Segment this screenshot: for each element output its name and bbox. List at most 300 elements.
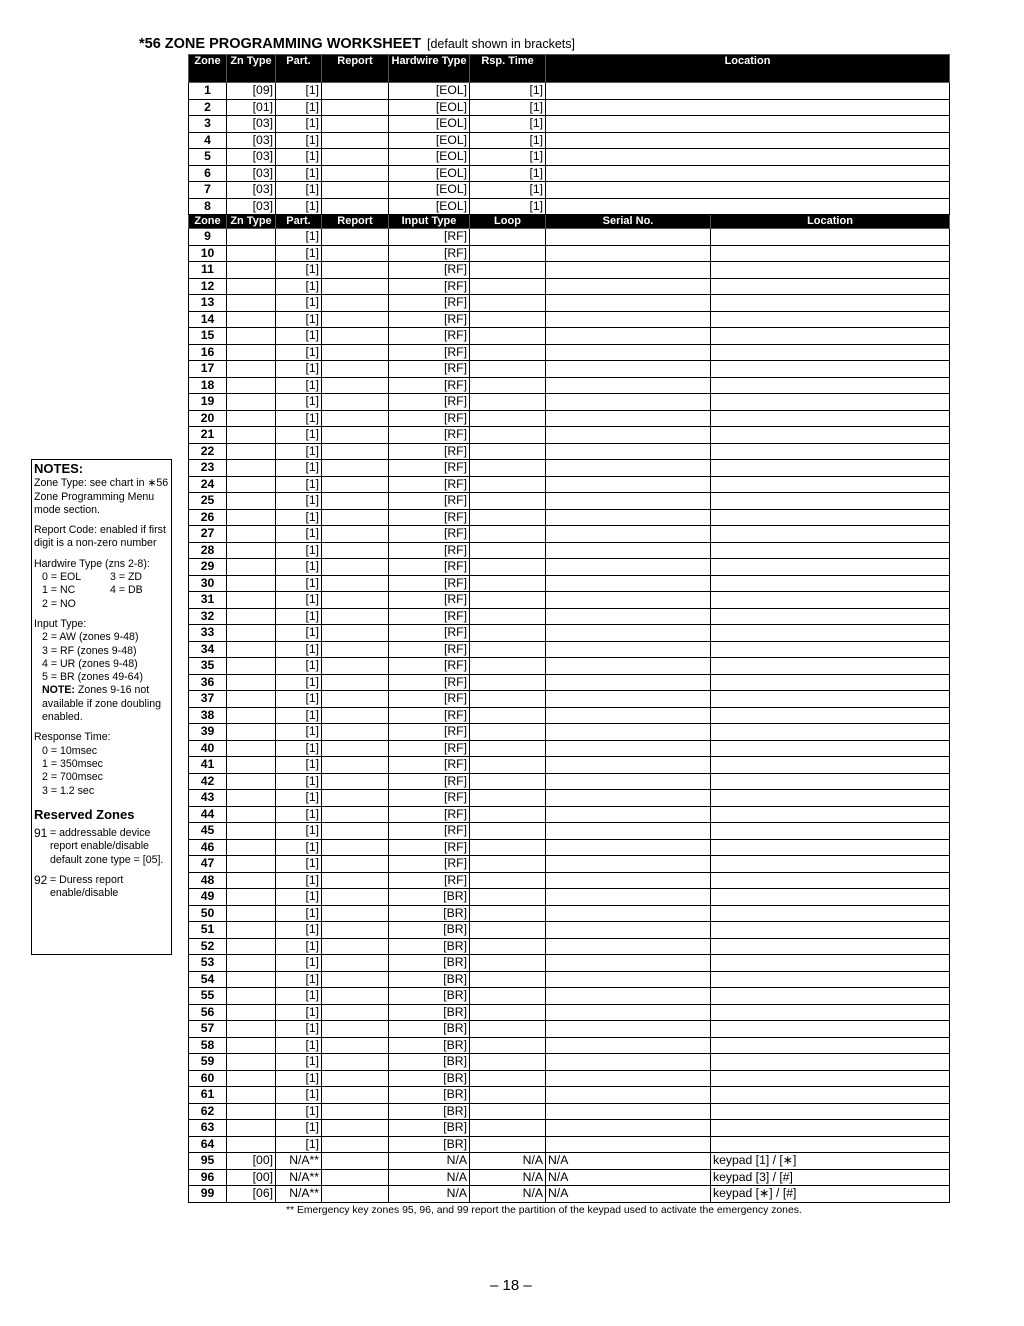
title-subtitle: [default shown in brackets] — [426, 37, 575, 51]
partition-cell: [1] — [276, 839, 322, 856]
zone-type-cell — [227, 839, 276, 856]
table-row — [189, 1004, 950, 1021]
report-cell — [322, 377, 389, 394]
zone-number: 63 — [189, 1120, 227, 1137]
table-row — [189, 971, 950, 988]
location-cell — [546, 99, 950, 116]
serial-no-cell — [546, 311, 711, 328]
report-cell — [322, 83, 389, 100]
partition-cell: [1] — [276, 757, 322, 774]
partition-cell: [1] — [276, 427, 322, 444]
zone-type-cell — [227, 773, 276, 790]
partition-cell: [1] — [276, 328, 322, 345]
zone-type-cell — [227, 509, 276, 526]
serial-no-cell — [546, 526, 711, 543]
serial-no-cell — [546, 658, 711, 675]
serial-no-cell: N/A — [546, 1153, 711, 1170]
input-type-cell: [RF] — [389, 740, 470, 757]
zone-type-cell — [227, 427, 276, 444]
input-type-cell: [RF] — [389, 295, 470, 312]
input-type-cell: [RF] — [389, 526, 470, 543]
rsp-time-cell: [1] — [470, 149, 546, 166]
report-cell — [322, 674, 389, 691]
zone-type-cell — [227, 460, 276, 477]
zone-number: 61 — [189, 1087, 227, 1104]
header-loop: Loop — [470, 215, 546, 229]
report-cell — [322, 823, 389, 840]
serial-no-cell — [546, 773, 711, 790]
table-row — [189, 377, 950, 394]
report-cell — [322, 410, 389, 427]
serial-no-cell — [546, 889, 711, 906]
table-row — [189, 674, 950, 691]
partition-cell: [1] — [276, 493, 322, 510]
table-row — [189, 641, 950, 658]
partition-cell: [1] — [276, 872, 322, 889]
zone-number: 55 — [189, 988, 227, 1005]
response-item: 0 = 10msec — [42, 744, 98, 757]
zone-type-cell — [227, 806, 276, 823]
zone-number: 27 — [189, 526, 227, 543]
zone-number: 22 — [189, 443, 227, 460]
loop-cell — [470, 361, 546, 378]
input-type-cell: [RF] — [389, 559, 470, 576]
header-report: Report — [322, 55, 389, 83]
partition-cell: [1] — [276, 790, 322, 807]
serial-no-cell — [546, 1070, 711, 1087]
serial-no-cell — [546, 1037, 711, 1054]
report-cell — [322, 229, 389, 246]
zone-number: 17 — [189, 361, 227, 378]
serial-no-cell — [546, 724, 711, 741]
location-cell — [711, 559, 950, 576]
zone-type-cell — [227, 790, 276, 807]
zone-type-cell — [227, 658, 276, 675]
input-type-cell: [RF] — [389, 311, 470, 328]
input-type-cell: [BR] — [389, 971, 470, 988]
zone-number: 44 — [189, 806, 227, 823]
report-cell — [322, 1103, 389, 1120]
table-row — [189, 83, 950, 100]
partition-cell: [1] — [276, 922, 322, 939]
zone-type-cell: [00] — [227, 1169, 276, 1186]
input-type-cell: [RF] — [389, 344, 470, 361]
serial-no-cell — [546, 641, 711, 658]
zone-type-cell — [227, 691, 276, 708]
input-type-cell: [RF] — [389, 509, 470, 526]
loop-cell — [470, 245, 546, 262]
table-row — [189, 1070, 950, 1087]
footnote: ** Emergency key zones 95, 96, and 99 report the partition of the keypad used to activate the emergency zones. — [286, 1205, 802, 1216]
input-type-cell: [BR] — [389, 1070, 470, 1087]
zone-number: 15 — [189, 328, 227, 345]
loop-cell — [470, 691, 546, 708]
zone-number: 31 — [189, 592, 227, 609]
zone-type-cell — [227, 872, 276, 889]
location-cell — [711, 542, 950, 559]
input-type-cell: [RF] — [389, 608, 470, 625]
partition-cell: N/A** — [276, 1169, 322, 1186]
header-hardwire-type: Hardwire Type — [389, 55, 470, 83]
rsp-time-cell: [1] — [470, 182, 546, 199]
table-row — [189, 1169, 950, 1186]
table-row — [189, 658, 950, 675]
loop-cell — [470, 938, 546, 955]
report-cell — [322, 592, 389, 609]
zone-number: 29 — [189, 559, 227, 576]
zone-number: 7 — [189, 182, 227, 199]
report-cell — [322, 872, 389, 889]
zone-number: 8 — [189, 198, 227, 215]
location-cell — [711, 889, 950, 906]
zone-number: 52 — [189, 938, 227, 955]
reserved-zone-number: 91 — [34, 826, 48, 841]
partition-cell: [1] — [276, 1087, 322, 1104]
title-text: *56 ZONE PROGRAMMING WORKSHEET — [139, 36, 421, 52]
zone-number: 16 — [189, 344, 227, 361]
partition-cell: [1] — [276, 971, 322, 988]
table-row — [189, 1054, 950, 1071]
zone-type-cell — [227, 1004, 276, 1021]
header-partition: Part. — [276, 55, 322, 83]
zone-type-cell — [227, 905, 276, 922]
partition-cell: [1] — [276, 608, 322, 625]
zone-number: 26 — [189, 509, 227, 526]
partition-cell: [1] — [276, 1136, 322, 1153]
zone-type-cell — [227, 856, 276, 873]
zone-number: 47 — [189, 856, 227, 873]
zone-type-cell: [09] — [227, 83, 276, 100]
table-row — [189, 493, 950, 510]
report-cell — [322, 740, 389, 757]
table-row — [189, 988, 950, 1005]
serial-no-cell — [546, 427, 711, 444]
header-report: Report — [322, 215, 389, 229]
partition-cell: [1] — [276, 198, 322, 215]
partition-cell: [1] — [276, 245, 322, 262]
location-cell — [711, 1136, 950, 1153]
table-row — [189, 625, 950, 642]
input-type-cell: [RF] — [389, 575, 470, 592]
zone-number: 12 — [189, 278, 227, 295]
loop-cell — [470, 922, 546, 939]
zone-number: 96 — [189, 1169, 227, 1186]
input-type-cell: [RF] — [389, 625, 470, 642]
location-cell — [711, 460, 950, 477]
report-cell — [322, 1087, 389, 1104]
hardwire-type-cell: [EOL] — [389, 165, 470, 182]
partition-cell: [1] — [276, 344, 322, 361]
partition-cell: [1] — [276, 691, 322, 708]
location-cell — [711, 757, 950, 774]
zone-number: 51 — [189, 922, 227, 939]
location-cell — [546, 149, 950, 166]
input-type-cell: [RF] — [389, 229, 470, 246]
hardwire-item: 2 = NO — [42, 597, 76, 610]
serial-no-cell — [546, 559, 711, 576]
zone-number: 4 — [189, 132, 227, 149]
zone-number: 10 — [189, 245, 227, 262]
location-cell — [711, 526, 950, 543]
table-row — [189, 790, 950, 807]
serial-no-cell — [546, 592, 711, 609]
zone-number: 13 — [189, 295, 227, 312]
loop-cell — [470, 410, 546, 427]
zone-number: 59 — [189, 1054, 227, 1071]
table-row — [189, 608, 950, 625]
zone-number: 43 — [189, 790, 227, 807]
input-type-cell: [RF] — [389, 427, 470, 444]
input-type-cell: [RF] — [389, 806, 470, 823]
report-cell — [322, 625, 389, 642]
partition-cell: [1] — [276, 377, 322, 394]
loop-cell — [470, 295, 546, 312]
input-type-cell: [BR] — [389, 1087, 470, 1104]
input-type-cell: [BR] — [389, 1021, 470, 1038]
location-cell — [711, 1004, 950, 1021]
location-cell: keypad [3] / [#] — [711, 1169, 950, 1186]
loop-cell — [470, 856, 546, 873]
serial-no-cell — [546, 1136, 711, 1153]
loop-cell — [470, 493, 546, 510]
report-cell — [322, 1120, 389, 1137]
partition-cell: [1] — [276, 806, 322, 823]
location-cell — [711, 592, 950, 609]
hardwire-type-cell: [EOL] — [389, 132, 470, 149]
serial-no-cell — [546, 377, 711, 394]
serial-no-cell — [546, 790, 711, 807]
serial-no-cell — [546, 262, 711, 279]
partition-cell: [1] — [276, 1103, 322, 1120]
serial-no-cell — [546, 955, 711, 972]
zone-number: 32 — [189, 608, 227, 625]
partition-cell: [1] — [276, 724, 322, 741]
input-type-cell: [RF] — [389, 658, 470, 675]
loop-cell — [470, 278, 546, 295]
partition-cell: [1] — [276, 99, 322, 116]
zone-number: 40 — [189, 740, 227, 757]
location-cell — [711, 344, 950, 361]
report-cell — [322, 361, 389, 378]
location-cell — [711, 872, 950, 889]
report-cell — [322, 889, 389, 906]
report-cell — [322, 526, 389, 543]
zone-number: 42 — [189, 773, 227, 790]
rsp-time-cell: [1] — [470, 198, 546, 215]
table-row — [189, 872, 950, 889]
loop-cell — [470, 1004, 546, 1021]
zone-type-cell: [01] — [227, 99, 276, 116]
serial-no-cell — [546, 509, 711, 526]
response-item: 1 = 350msec — [42, 757, 103, 770]
input-type-cell: [RF] — [389, 724, 470, 741]
reserved-zones-heading: Reserved Zones — [34, 806, 135, 822]
reserved-zone-text: = addressable device report enable/disable default zone type = [05]. — [50, 827, 164, 866]
loop-cell — [470, 1054, 546, 1071]
table-row — [189, 328, 950, 345]
location-cell — [711, 394, 950, 411]
zone-type-cell — [227, 955, 276, 972]
note-hardwire-list — [34, 571, 169, 611]
header-zn-type: Zn Type — [227, 55, 276, 83]
zone-type-cell — [227, 1021, 276, 1038]
partition-cell: [1] — [276, 229, 322, 246]
table-row — [189, 806, 950, 823]
serial-no-cell — [546, 295, 711, 312]
report-cell — [322, 1136, 389, 1153]
zone-number: 6 — [189, 165, 227, 182]
partition-cell: [1] — [276, 1021, 322, 1038]
partition-cell: [1] — [276, 955, 322, 972]
partition-cell: [1] — [276, 905, 322, 922]
loop-cell — [470, 625, 546, 642]
input-type-cell: [RF] — [389, 823, 470, 840]
zone-type-cell — [227, 823, 276, 840]
partition-cell: [1] — [276, 674, 322, 691]
serial-no-cell — [546, 938, 711, 955]
input-type-cell: [RF] — [389, 674, 470, 691]
serial-no-cell — [546, 460, 711, 477]
serial-no-cell — [546, 1103, 711, 1120]
location-cell — [711, 361, 950, 378]
partition-cell: [1] — [276, 361, 322, 378]
serial-no-cell — [546, 823, 711, 840]
report-cell — [322, 806, 389, 823]
report-cell — [322, 427, 389, 444]
location-cell — [546, 132, 950, 149]
location-cell — [546, 182, 950, 199]
zone-type-cell — [227, 707, 276, 724]
report-cell — [322, 1037, 389, 1054]
table-row — [189, 1087, 950, 1104]
zone-number: 35 — [189, 658, 227, 675]
table-row — [189, 592, 950, 609]
table-row — [189, 509, 950, 526]
zone-type-cell — [227, 1103, 276, 1120]
table-row — [189, 476, 950, 493]
table-row — [189, 707, 950, 724]
zone-type-cell — [227, 410, 276, 427]
table-row — [189, 889, 950, 906]
serial-no-cell — [546, 806, 711, 823]
location-cell — [546, 165, 950, 182]
partition-cell: [1] — [276, 116, 322, 133]
reserved-zone-text: = Duress report enable/disable — [50, 874, 124, 900]
zone-number: 41 — [189, 757, 227, 774]
table-row — [189, 955, 950, 972]
zone-type-cell — [227, 377, 276, 394]
loop-cell: N/A — [470, 1153, 546, 1170]
input-type-cell: [RF] — [389, 394, 470, 411]
location-cell — [711, 1054, 950, 1071]
zone-type-cell — [227, 262, 276, 279]
partition-cell: [1] — [276, 262, 322, 279]
zone-number: 39 — [189, 724, 227, 741]
input-type-cell: N/A — [389, 1186, 470, 1203]
note-zone-type: Zone Type: see chart in ∗56 Zone Programming Menu mode section. — [34, 477, 169, 516]
location-cell — [711, 707, 950, 724]
table-row — [189, 856, 950, 873]
zone-number: 1 — [189, 83, 227, 100]
serial-no-cell — [546, 443, 711, 460]
partition-cell: [1] — [276, 182, 322, 199]
table-row — [189, 823, 950, 840]
zone-number: 3 — [189, 116, 227, 133]
table-row — [189, 262, 950, 279]
serial-no-cell — [546, 971, 711, 988]
table-row — [189, 773, 950, 790]
serial-no-cell — [546, 707, 711, 724]
page-number: – 18 – — [490, 1277, 532, 1294]
zone-type-cell — [227, 493, 276, 510]
input-type-cell: [RF] — [389, 443, 470, 460]
report-cell — [322, 278, 389, 295]
location-cell — [711, 278, 950, 295]
zone-type-cell — [227, 526, 276, 543]
location-cell — [711, 295, 950, 312]
report-cell — [322, 691, 389, 708]
partition-cell: [1] — [276, 641, 322, 658]
location-cell — [711, 691, 950, 708]
loop-cell — [470, 575, 546, 592]
zone-number: 64 — [189, 1136, 227, 1153]
zone-type-cell — [227, 724, 276, 741]
zone-type-cell — [227, 674, 276, 691]
partition-cell: [1] — [276, 856, 322, 873]
hardwire-type-cell: [EOL] — [389, 99, 470, 116]
partition-cell: [1] — [276, 410, 322, 427]
loop-cell — [470, 1070, 546, 1087]
serial-no-cell — [546, 1087, 711, 1104]
loop-cell — [470, 839, 546, 856]
header-serial-no: Serial No. — [546, 215, 711, 229]
header-location: Location — [711, 215, 950, 229]
zone-number: 9 — [189, 229, 227, 246]
location-cell — [711, 311, 950, 328]
loop-cell — [470, 823, 546, 840]
loop-cell: N/A — [470, 1186, 546, 1203]
report-cell — [322, 165, 389, 182]
zone-type-cell — [227, 559, 276, 576]
input-type-cell: [RF] — [389, 707, 470, 724]
zone-type-cell — [227, 1120, 276, 1137]
zone-number: 95 — [189, 1153, 227, 1170]
input-item: 3 = RF (zones 9-48) — [42, 644, 137, 657]
zone-worksheet-table — [188, 54, 950, 1203]
hardwire-item: 4 = DB — [110, 584, 143, 597]
location-cell — [711, 790, 950, 807]
input-type-cell: [BR] — [389, 1103, 470, 1120]
loop-cell — [470, 427, 546, 444]
zone-number: 57 — [189, 1021, 227, 1038]
serial-no-cell — [546, 872, 711, 889]
report-cell — [322, 1054, 389, 1071]
location-cell — [711, 1070, 950, 1087]
location-cell: keypad [∗] / [#] — [711, 1186, 950, 1203]
zone-type-cell: [00] — [227, 1153, 276, 1170]
zone-type-cell — [227, 295, 276, 312]
loop-cell — [470, 1103, 546, 1120]
input-type-cell: [BR] — [389, 922, 470, 939]
location-cell — [711, 938, 950, 955]
notes-box — [31, 459, 172, 955]
partition-cell: [1] — [276, 625, 322, 642]
header-zone: Zone — [189, 55, 227, 83]
location-cell — [711, 724, 950, 741]
partition-cell: N/A** — [276, 1186, 322, 1203]
zone-number: 54 — [189, 971, 227, 988]
serial-no-cell — [546, 757, 711, 774]
